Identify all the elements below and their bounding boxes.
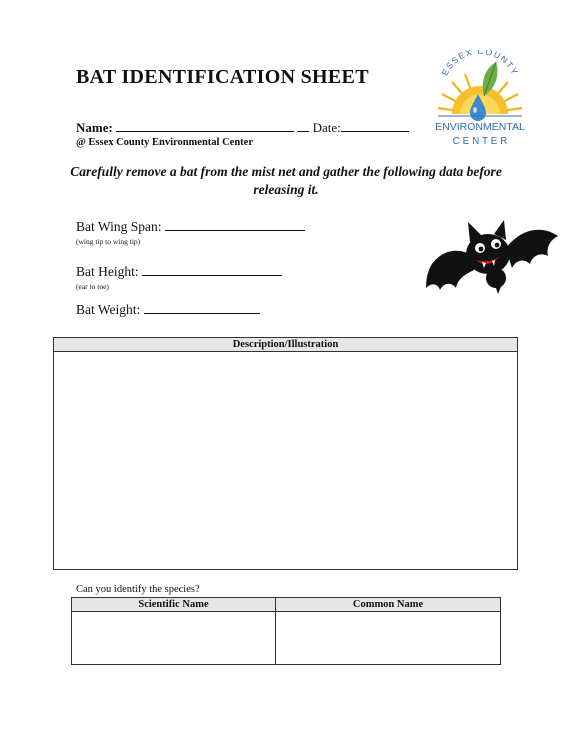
wing-span-label: Bat Wing Span: <box>76 219 162 234</box>
name-blank[interactable] <box>116 120 294 132</box>
description-box[interactable] <box>53 337 518 570</box>
name-blank-extra <box>297 120 309 132</box>
scientific-name-cell[interactable] <box>72 612 276 665</box>
wing-span-field <box>76 219 305 235</box>
height-hint: (ear to toe) <box>76 282 109 291</box>
date-label: Date: <box>312 120 341 135</box>
height-blank[interactable] <box>142 264 282 276</box>
organization-line: @ Essex County Environmental Center <box>76 137 253 148</box>
page-title: BAT IDENTIFICATION SHEET <box>76 66 369 88</box>
cartoon-bat-icon <box>424 218 560 298</box>
common-name-header: Common Name <box>276 598 501 612</box>
logo-arc-text: ESSEX COUNTY <box>439 50 521 78</box>
sun-waterdrop-leaf-icon <box>430 50 530 152</box>
logo-line1: ENVIRONMENTAL <box>435 121 525 133</box>
bat-illustration <box>424 218 560 298</box>
weight-label: Bat Weight: <box>76 302 141 317</box>
wing-span-blank[interactable] <box>165 219 305 231</box>
svg-text:ESSEX COUNTY <box>440 50 521 77</box>
scientific-name-header: Scientific Name <box>72 598 276 612</box>
weight-blank[interactable] <box>144 302 260 314</box>
species-table <box>71 597 501 665</box>
height-label: Bat Height: <box>76 264 139 279</box>
name-label: Name: <box>76 120 113 135</box>
common-name-cell[interactable] <box>276 612 501 665</box>
logo-line2: C E N T E R <box>452 136 508 147</box>
date-blank[interactable] <box>341 120 409 132</box>
species-question: Can you identify the species? <box>76 584 200 595</box>
wing-span-hint: (wing tip to wing tip) <box>76 237 141 246</box>
essex-county-logo <box>430 50 530 152</box>
name-date-row <box>76 120 409 136</box>
height-field <box>76 264 282 280</box>
instructions-text: Carefully remove a bat from the mist net and gather the following data before releasing it. <box>70 164 502 197</box>
description-header: Description/Illustration <box>54 338 517 352</box>
weight-field <box>76 302 260 318</box>
